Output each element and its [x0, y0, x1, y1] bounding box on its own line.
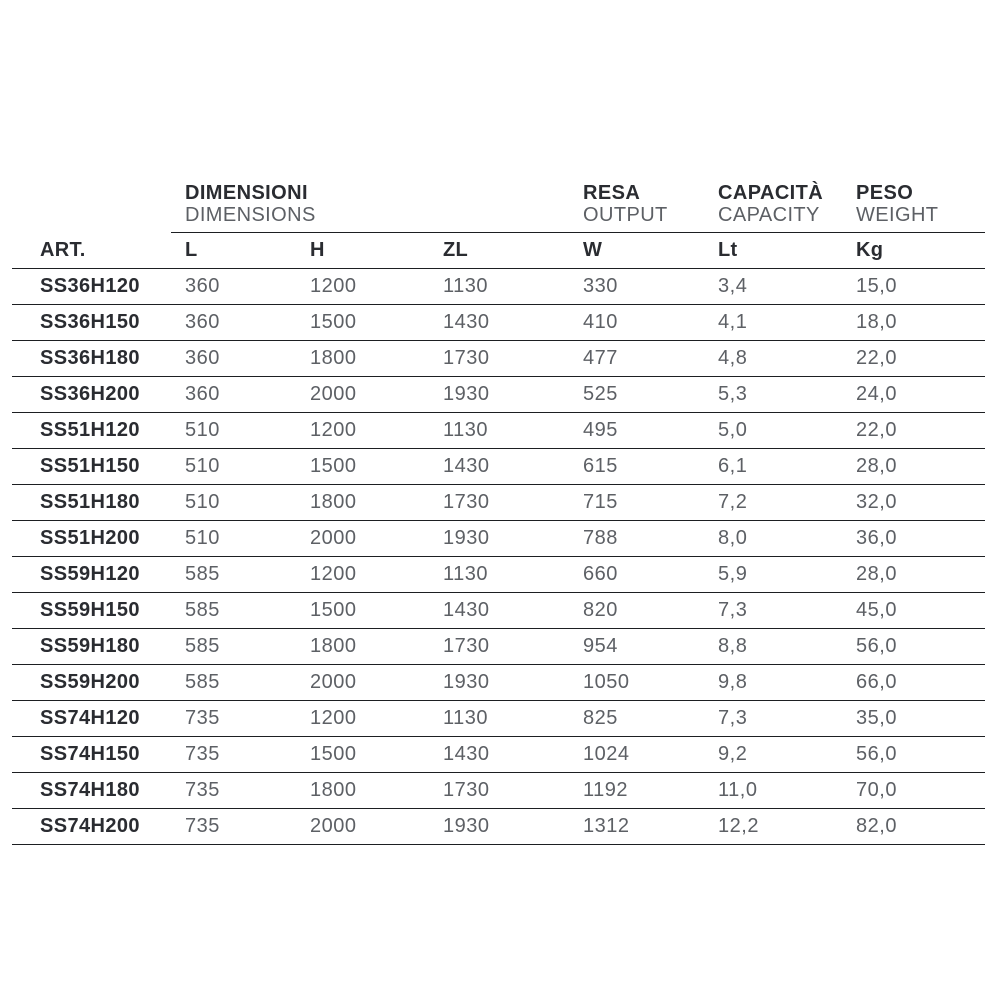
lt-value-cell: 9,2	[704, 737, 842, 773]
table-row	[12, 449, 985, 485]
lt-value-cell: 9,8	[704, 665, 842, 701]
lt-value-cell: 3,4	[704, 269, 842, 305]
kg-value-cell: 32,0	[842, 485, 985, 521]
art-code-cell: SS36H180	[12, 341, 171, 377]
col-header-art: ART.	[12, 233, 171, 269]
w-value-cell: 660	[569, 557, 704, 593]
table-row	[12, 485, 985, 521]
kg-value-cell: 24,0	[842, 377, 985, 413]
w-value-cell: 1050	[569, 665, 704, 701]
col-header-l: L	[171, 233, 296, 269]
l-value-cell: 735	[171, 737, 296, 773]
h-value-cell: 1800	[296, 773, 429, 809]
art-code-cell: SS36H120	[12, 269, 171, 305]
w-value-cell: 410	[569, 305, 704, 341]
group-dimensions	[171, 172, 569, 233]
h-value-cell: 1800	[296, 629, 429, 665]
w-value-cell: 495	[569, 413, 704, 449]
spec-table-sheet	[12, 172, 985, 845]
l-value-cell: 585	[171, 665, 296, 701]
l-value-cell: 360	[171, 341, 296, 377]
zl-value-cell: 1430	[429, 593, 569, 629]
zl-value-cell: 1930	[429, 665, 569, 701]
kg-value-cell: 66,0	[842, 665, 985, 701]
corner-spacer	[12, 172, 171, 233]
art-code-cell: SS59H180	[12, 629, 171, 665]
lt-value-cell: 8,0	[704, 521, 842, 557]
h-value-cell: 1200	[296, 269, 429, 305]
table-row	[12, 377, 985, 413]
group-header-row	[12, 172, 985, 233]
w-value-cell: 525	[569, 377, 704, 413]
group-label-en: CAPACITY	[718, 204, 820, 226]
zl-value-cell: 1930	[429, 377, 569, 413]
lt-value-cell: 12,2	[704, 809, 842, 845]
l-value-cell: 510	[171, 521, 296, 557]
table-row	[12, 629, 985, 665]
w-value-cell: 1024	[569, 737, 704, 773]
zl-value-cell: 1930	[429, 809, 569, 845]
zl-value-cell: 1730	[429, 629, 569, 665]
group-label-it: PESO	[856, 182, 914, 204]
l-value-cell: 510	[171, 485, 296, 521]
zl-value-cell: 1730	[429, 773, 569, 809]
group-label-it: CAPACITÀ	[718, 182, 824, 204]
h-value-cell: 1500	[296, 305, 429, 341]
group-label-en: OUTPUT	[583, 204, 668, 226]
lt-value-cell: 6,1	[704, 449, 842, 485]
table-row	[12, 557, 985, 593]
kg-value-cell: 28,0	[842, 449, 985, 485]
zl-value-cell: 1130	[429, 701, 569, 737]
column-header-row	[12, 233, 985, 269]
zl-value-cell: 1930	[429, 521, 569, 557]
table-row	[12, 665, 985, 701]
art-code-cell: SS59H200	[12, 665, 171, 701]
l-value-cell: 735	[171, 701, 296, 737]
h-value-cell: 2000	[296, 377, 429, 413]
zl-value-cell: 1730	[429, 341, 569, 377]
lt-value-cell: 7,2	[704, 485, 842, 521]
zl-value-cell: 1430	[429, 449, 569, 485]
h-value-cell: 2000	[296, 665, 429, 701]
art-code-cell: SS51H200	[12, 521, 171, 557]
kg-value-cell: 28,0	[842, 557, 985, 593]
group-output	[569, 172, 704, 233]
h-value-cell: 2000	[296, 809, 429, 845]
art-code-cell: SS74H150	[12, 737, 171, 773]
table-row	[12, 269, 985, 305]
kg-value-cell: 45,0	[842, 593, 985, 629]
l-value-cell: 360	[171, 269, 296, 305]
l-value-cell: 735	[171, 809, 296, 845]
h-value-cell: 1200	[296, 413, 429, 449]
kg-value-cell: 15,0	[842, 269, 985, 305]
h-value-cell: 1500	[296, 593, 429, 629]
art-code-cell: SS36H200	[12, 377, 171, 413]
kg-value-cell: 82,0	[842, 809, 985, 845]
table-row	[12, 809, 985, 845]
table-row	[12, 413, 985, 449]
zl-value-cell: 1130	[429, 557, 569, 593]
lt-value-cell: 5,9	[704, 557, 842, 593]
art-code-cell: SS74H120	[12, 701, 171, 737]
group-label-en: WEIGHT	[856, 204, 939, 226]
art-code-cell: SS59H120	[12, 557, 171, 593]
l-value-cell: 360	[171, 305, 296, 341]
w-value-cell: 615	[569, 449, 704, 485]
kg-value-cell: 22,0	[842, 413, 985, 449]
l-value-cell: 585	[171, 557, 296, 593]
kg-value-cell: 35,0	[842, 701, 985, 737]
table-row	[12, 305, 985, 341]
l-value-cell: 585	[171, 593, 296, 629]
lt-value-cell: 8,8	[704, 629, 842, 665]
w-value-cell: 477	[569, 341, 704, 377]
l-value-cell: 360	[171, 377, 296, 413]
zl-value-cell: 1130	[429, 269, 569, 305]
lt-value-cell: 7,3	[704, 701, 842, 737]
w-value-cell: 330	[569, 269, 704, 305]
l-value-cell: 510	[171, 413, 296, 449]
kg-value-cell: 56,0	[842, 629, 985, 665]
col-header-lt: Lt	[704, 233, 842, 269]
lt-value-cell: 5,0	[704, 413, 842, 449]
kg-value-cell: 70,0	[842, 773, 985, 809]
w-value-cell: 825	[569, 701, 704, 737]
w-value-cell: 820	[569, 593, 704, 629]
zl-value-cell: 1730	[429, 485, 569, 521]
table-body	[12, 269, 985, 845]
h-value-cell: 1200	[296, 557, 429, 593]
art-code-cell: SS36H150	[12, 305, 171, 341]
art-code-cell: SS51H120	[12, 413, 171, 449]
h-value-cell: 1800	[296, 485, 429, 521]
lt-value-cell: 4,8	[704, 341, 842, 377]
h-value-cell: 1200	[296, 701, 429, 737]
lt-value-cell: 7,3	[704, 593, 842, 629]
h-value-cell: 2000	[296, 521, 429, 557]
h-value-cell: 1500	[296, 449, 429, 485]
h-value-cell: 1800	[296, 341, 429, 377]
w-value-cell: 954	[569, 629, 704, 665]
h-value-cell: 1500	[296, 737, 429, 773]
art-code-cell: SS51H180	[12, 485, 171, 521]
art-code-cell: SS59H150	[12, 593, 171, 629]
group-label-en: DIMENSIONS	[185, 204, 316, 226]
lt-value-cell: 4,1	[704, 305, 842, 341]
zl-value-cell: 1430	[429, 737, 569, 773]
lt-value-cell: 5,3	[704, 377, 842, 413]
kg-value-cell: 22,0	[842, 341, 985, 377]
table-row	[12, 593, 985, 629]
kg-value-cell: 56,0	[842, 737, 985, 773]
group-capacity	[704, 172, 842, 233]
w-value-cell: 1192	[569, 773, 704, 809]
table-row	[12, 701, 985, 737]
w-value-cell: 1312	[569, 809, 704, 845]
l-value-cell: 510	[171, 449, 296, 485]
group-weight	[842, 172, 985, 233]
l-value-cell: 585	[171, 629, 296, 665]
table-row	[12, 773, 985, 809]
spec-table	[12, 172, 985, 845]
zl-value-cell: 1130	[429, 413, 569, 449]
kg-value-cell: 18,0	[842, 305, 985, 341]
group-label-it: DIMENSIONI	[185, 182, 308, 204]
art-code-cell: SS74H200	[12, 809, 171, 845]
col-header-w: W	[569, 233, 704, 269]
col-header-kg: Kg	[842, 233, 985, 269]
l-value-cell: 735	[171, 773, 296, 809]
table-row	[12, 341, 985, 377]
w-value-cell: 788	[569, 521, 704, 557]
table-row	[12, 737, 985, 773]
w-value-cell: 715	[569, 485, 704, 521]
lt-value-cell: 11,0	[704, 773, 842, 809]
art-code-cell: SS74H180	[12, 773, 171, 809]
kg-value-cell: 36,0	[842, 521, 985, 557]
art-code-cell: SS51H150	[12, 449, 171, 485]
table-row	[12, 521, 985, 557]
group-label-it: RESA	[583, 182, 641, 204]
zl-value-cell: 1430	[429, 305, 569, 341]
col-header-zl: ZL	[429, 233, 569, 269]
col-header-h: H	[296, 233, 429, 269]
